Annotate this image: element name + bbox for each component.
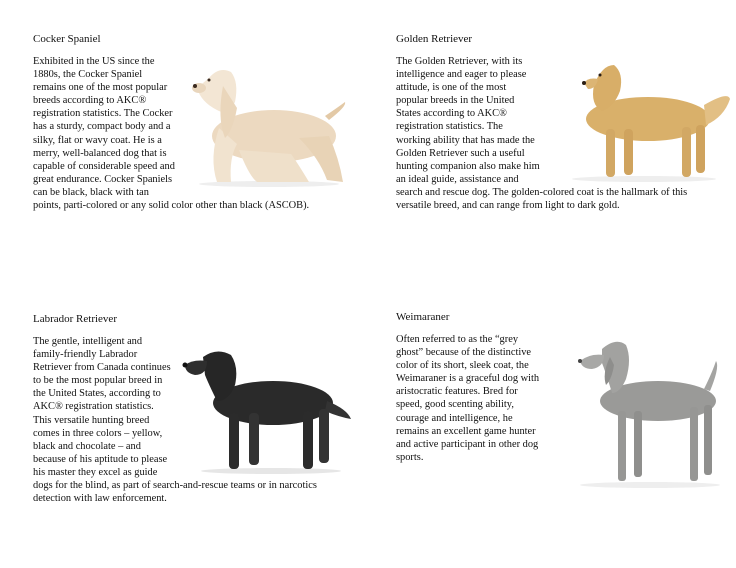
labrador-retriever-illustration — [175, 345, 353, 475]
cocker-spaniel-illustration — [179, 58, 351, 188]
breed-description: Exhibited in the US since the 1880s, the Cocker Spaniel remains one of the most popular breeds according to AKC® registration statistics. The Cocker has a sturdy, compact body and a silky, flat or wavy coat. He is a merry, well-balanced dog that is capable of considerable speed and great endurance. Cocker Spaniels can be black, black with tan points, parti-colored or any solid color other than black (ASCOB). — [33, 56, 310, 212]
breed-description: The Golden Retriever, with its intelligence and eager to please attitude, is one of the most popular breeds in the United States according to AKC® registration statistics. The working ability that has made the Golden Retriever such a useful hunting companion also make him an ideal guide, assistance and search and rescue dog. The golden-colored coat is the hallmark of this versatile breed, and can range from light to dark gold. — [396, 56, 688, 212]
breed-card-golden-retriever — [396, 32, 712, 212]
breed-description: Often referred to as the “grey ghost” because of the distinctive color of its short, sleek coat, the Weimaraner is a graceful dog with aristocratic features. Bred for speed, good scenting ability, courage and intelligence, he remains an excellent game hunter and active participant in other dog sports. — [396, 334, 540, 463]
breed-title: Labrador Retriever — [33, 313, 117, 325]
breed-title: Golden Retriever — [396, 33, 473, 45]
breed-card-labrador-retriever — [33, 312, 343, 505]
breed-title: Weimaraner — [396, 311, 450, 323]
weimaraner-illustration — [544, 333, 734, 493]
golden-retriever-illustration — [544, 55, 730, 183]
breed-description: The gentle, intelligent and family-friendly Labrador Retriever from Canada continues to be the most popular breed in the United States, according to AKC® registration statistics. This versatile hunting breed comes in three colors – yellow, black and chocolate – and because of his aptitude to please his master they excel as guide dogs for the blind, as part of search-and-rescue teams or in narcotics detection with law enforcement. — [33, 336, 317, 505]
breed-card-cocker-spaniel — [33, 32, 343, 212]
breed-card-weimaraner — [396, 310, 712, 493]
breed-title: Cocker Spaniel — [33, 33, 101, 45]
